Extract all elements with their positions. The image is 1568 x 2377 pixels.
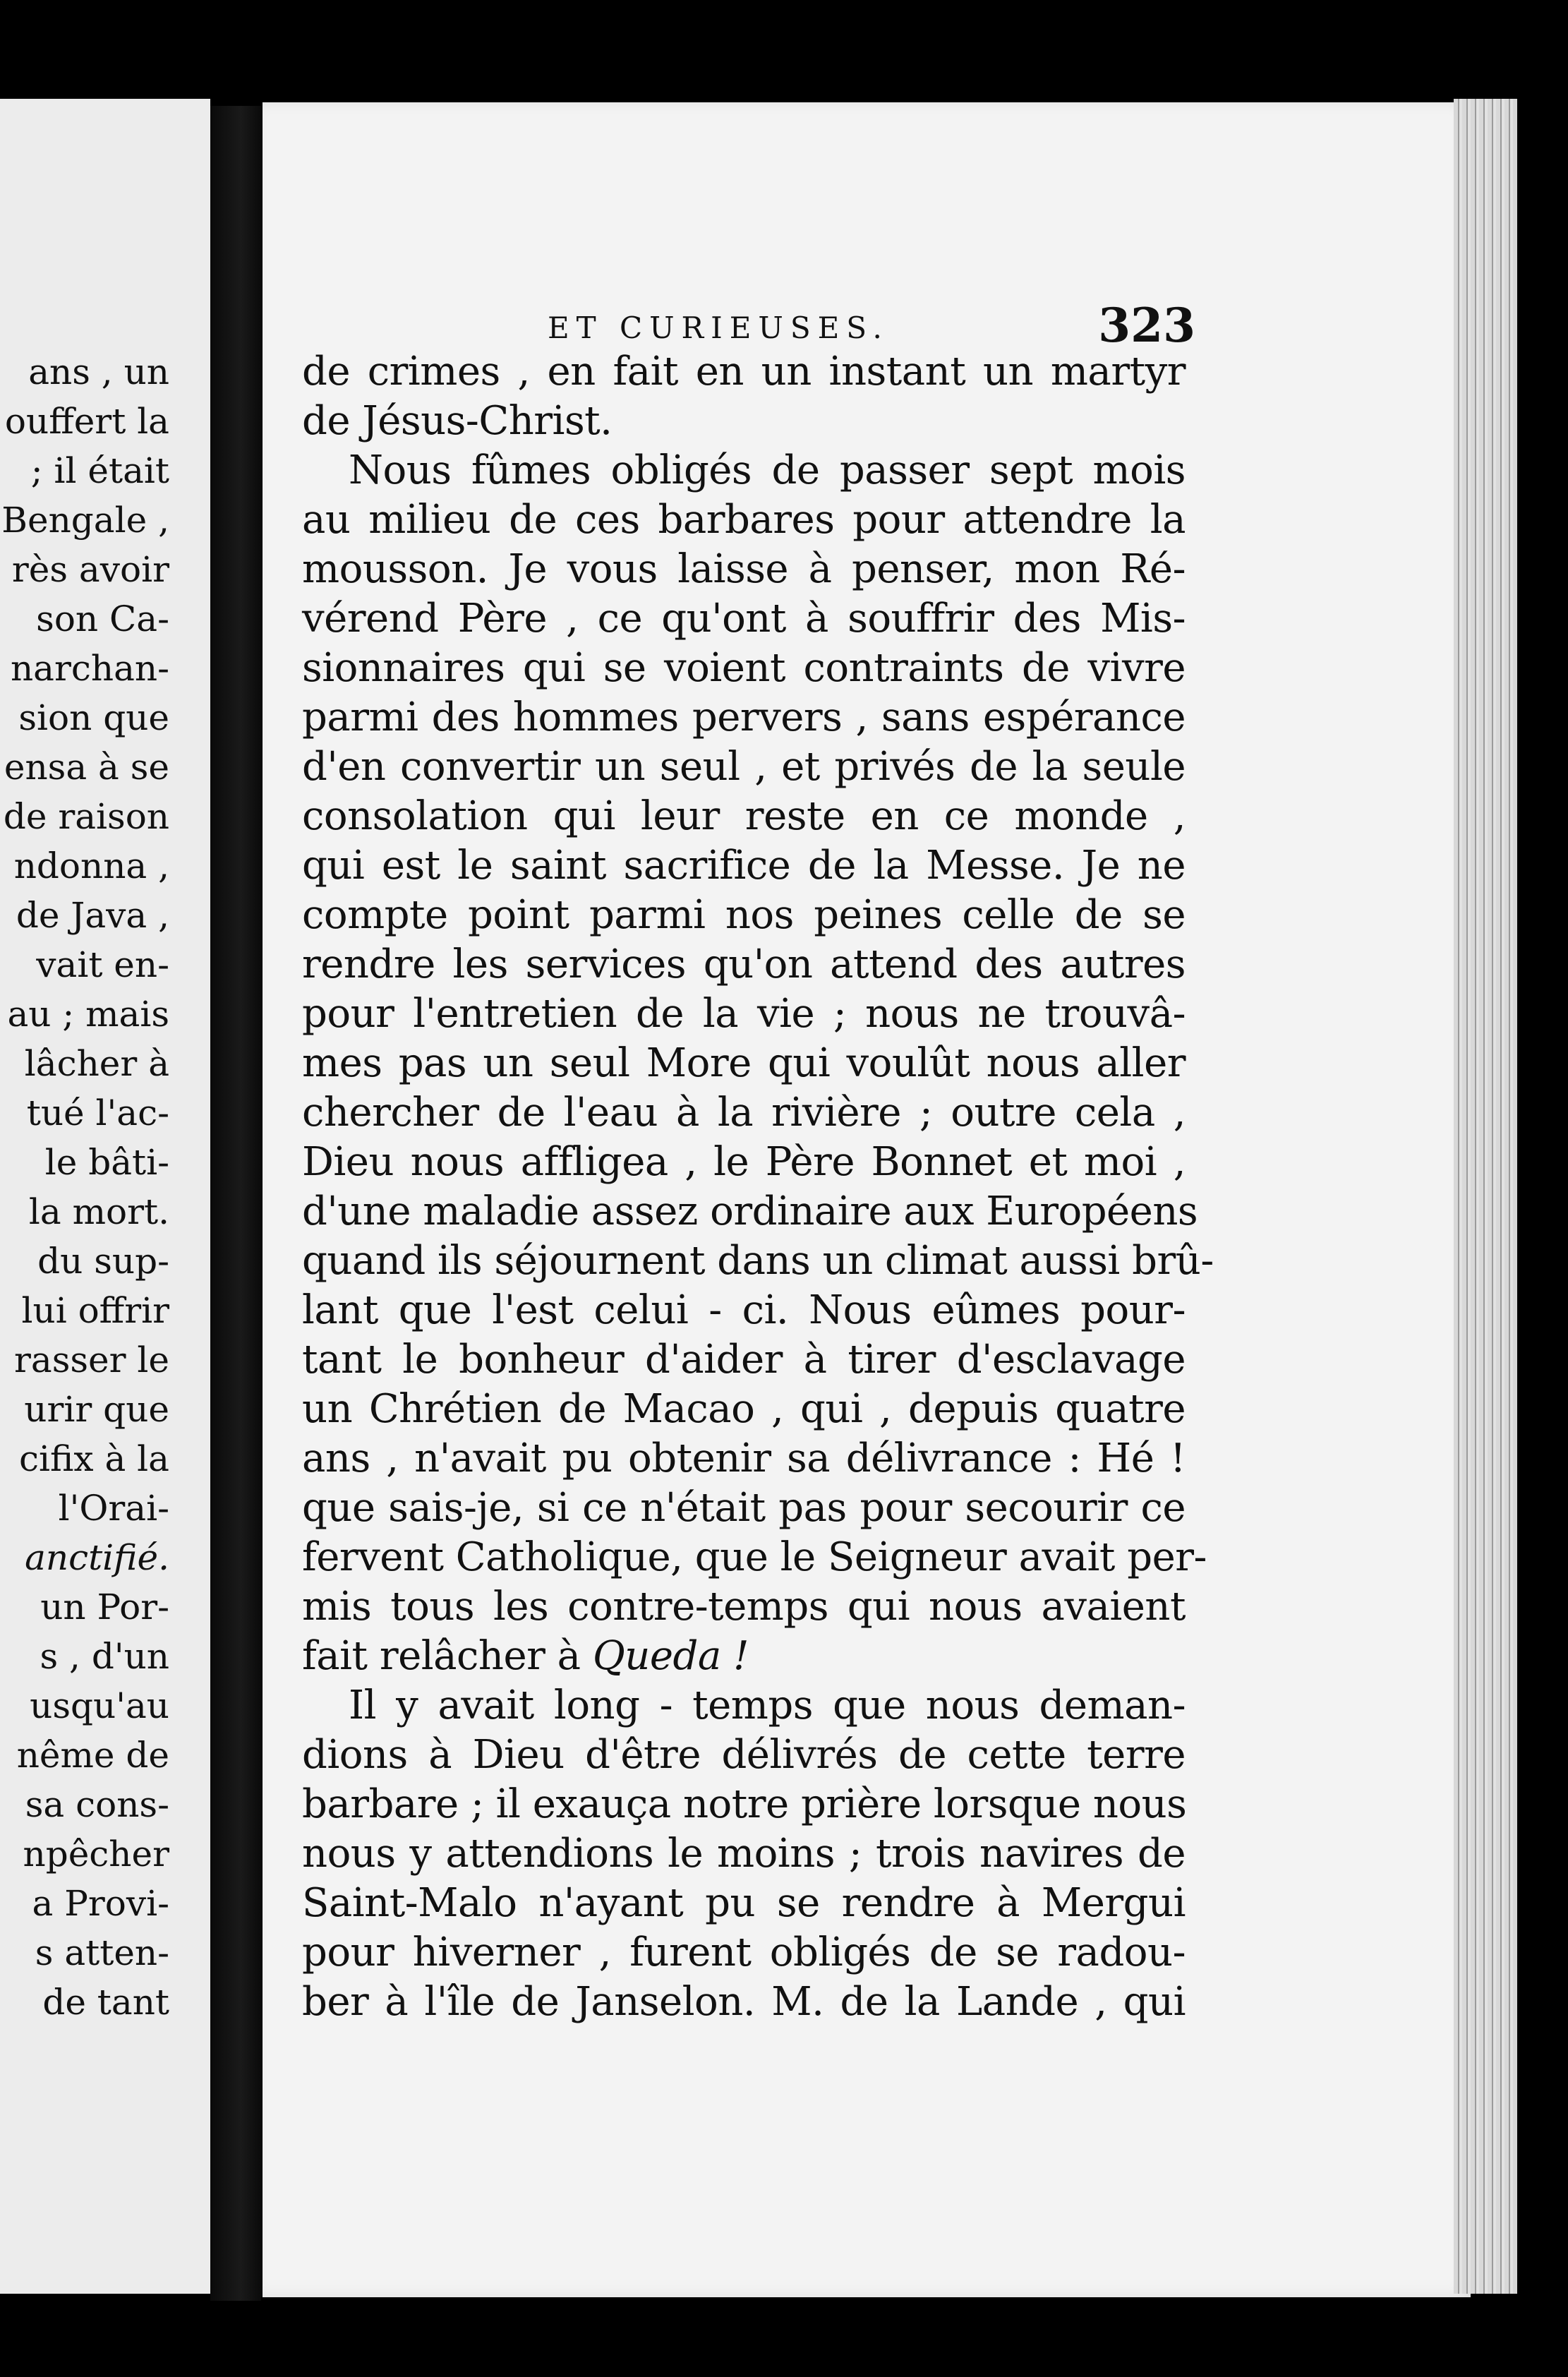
text-line — [302, 1632, 1186, 1681]
text-line: ber à l'île de Janselon. M. de la Lande , qui — [302, 1979, 1186, 2025]
text-line: Saint-Malo n'ayant pu se rendre à Mergui — [302, 1880, 1186, 1926]
previous-page-line: ouffert la — [4, 401, 169, 442]
page-number: 323 — [1098, 298, 1195, 353]
text-line: au milieu de ces barbares pour attendre la — [302, 497, 1186, 543]
previous-page-line: un Por- — [40, 1587, 169, 1627]
previous-page-line: s atten- — [35, 1932, 169, 1973]
previous-page-line: ans , un — [28, 351, 169, 392]
previous-page-line: narchan- — [10, 648, 169, 689]
previous-page-line: de tant — [42, 1982, 169, 2023]
previous-page-line: nême de — [16, 1735, 169, 1776]
text-line-segment: fait relâcher à — [302, 1633, 581, 1679]
previous-page — [0, 99, 210, 2294]
text-line: ans , n'avait pu obtenir sa délivrance : Hé ! — [302, 1436, 1186, 1481]
text-line: fervent Catholique, que le Seigneur avait per- — [302, 1534, 1207, 1580]
text-line: compte point parmi nos peines celle de se — [302, 892, 1186, 938]
text-line: mis tous les contre-temps qui nous avaient — [302, 1584, 1186, 1630]
text-line: consolation qui leur reste en ce monde , — [302, 793, 1186, 839]
previous-page-line: sion que — [18, 697, 169, 738]
text-line: que sais-je, si ce n'était pas pour secourir ce — [302, 1485, 1186, 1531]
previous-page-line: l'Orai- — [58, 1488, 169, 1529]
body-text — [302, 347, 1214, 2027]
text-line: pour hiverner , furent obligés de se radou- — [302, 1930, 1186, 1975]
page-edges — [1454, 99, 1524, 2294]
previous-page-line: a Provi- — [32, 1883, 169, 1924]
text-line: barbare ; il exauça notre prière lorsque nous — [302, 1781, 1187, 1827]
previous-page-line: ndonna , — [13, 846, 169, 886]
text-line: mousson. Je vous laisse à penser, mon Ré- — [302, 546, 1186, 592]
previous-page-line: urir que — [24, 1389, 169, 1430]
previous-page-line: son Ca- — [36, 598, 169, 639]
text-line: de crimes , en fait en un instant un martyr — [302, 349, 1186, 395]
text-line: d'une maladie assez ordinaire aux Européens — [302, 1188, 1198, 1234]
previous-page-line: de raison — [3, 796, 169, 837]
previous-page-line: lui offrir — [21, 1290, 169, 1331]
previous-page-line: le bâti- — [44, 1142, 169, 1183]
book-gutter — [210, 106, 261, 2301]
text-line: un Chrétien de Macao , qui , depuis quatre — [302, 1386, 1186, 1432]
text-line: rendre les services qu'on attend des autres — [302, 941, 1186, 987]
edge-shadow — [1517, 92, 1545, 2301]
previous-page-line: npêcher — [23, 1834, 169, 1874]
previous-page-line: ; il était — [30, 450, 169, 491]
text-line: d'en convertir un seul , et privés de la seule — [302, 744, 1186, 790]
previous-page-line: s , d'un — [40, 1636, 169, 1677]
text-line: lant que l'est celui - ci. Nous eûmes pour- — [302, 1287, 1186, 1333]
previous-page-line: usqu'au — [30, 1685, 169, 1726]
previous-page-line: de Java , — [16, 895, 169, 936]
text-line: Il y avait long - temps que nous deman- — [349, 1683, 1186, 1728]
italic-place-name: Queda ! — [592, 1633, 749, 1679]
text-line: Nous fûmes obligés de passer sept mois — [349, 447, 1186, 493]
previous-page-line: tué l'ac- — [26, 1093, 169, 1133]
previous-page-text — [1, 347, 169, 2027]
previous-page-line: Bengale , — [1, 500, 169, 541]
previous-page-line: rasser le — [14, 1340, 169, 1380]
text-line: parmi des hommes pervers , sans espérance — [302, 694, 1186, 740]
previous-page-line: anctifié. — [25, 1537, 169, 1578]
text-line: mes pas un seul More qui voulût nous aller — [302, 1040, 1186, 1086]
text-line: de Jésus-Christ. — [302, 398, 613, 444]
text-line: quand ils séjournent dans un climat aussi brû- — [302, 1238, 1214, 1284]
text-line: vérend Père , ce qu'ont à souffrir des Mis- — [302, 596, 1186, 642]
text-line: nous y attendions le moins ; trois navires de — [302, 1831, 1186, 1877]
text-line: sionnaires qui se voient contraints de vivre — [302, 645, 1186, 691]
text-line: Dieu nous affligea , le Père Bonnet et moi , — [302, 1139, 1186, 1185]
previous-page-line: lâcher à — [24, 1043, 169, 1084]
text-line: dions à Dieu d'être délivrés de cette terre — [302, 1732, 1186, 1778]
text-line: tant le bonheur d'aider à tirer d'esclavage — [302, 1337, 1186, 1383]
previous-page-line: vait en- — [36, 944, 169, 985]
previous-page-line: au ; mais — [7, 994, 169, 1035]
text-line: qui est le saint sacrifice de la Messe. Je ne — [302, 843, 1186, 889]
previous-page-line: la mort. — [28, 1191, 169, 1232]
text-line: chercher de l'eau à la rivière ; outre cela , — [302, 1090, 1186, 1136]
running-head-title: ET CURIEUSES. — [548, 311, 889, 345]
previous-page-line: du sup- — [37, 1241, 169, 1282]
previous-page-line: cifix à la — [19, 1438, 169, 1479]
text-line: pour l'entretien de la vie ; nous ne trouvâ- — [302, 991, 1186, 1037]
previous-page-line: ensa à se — [4, 747, 169, 788]
previous-page-line: rès avoir — [11, 549, 169, 590]
previous-page-line: sa cons- — [25, 1784, 169, 1825]
